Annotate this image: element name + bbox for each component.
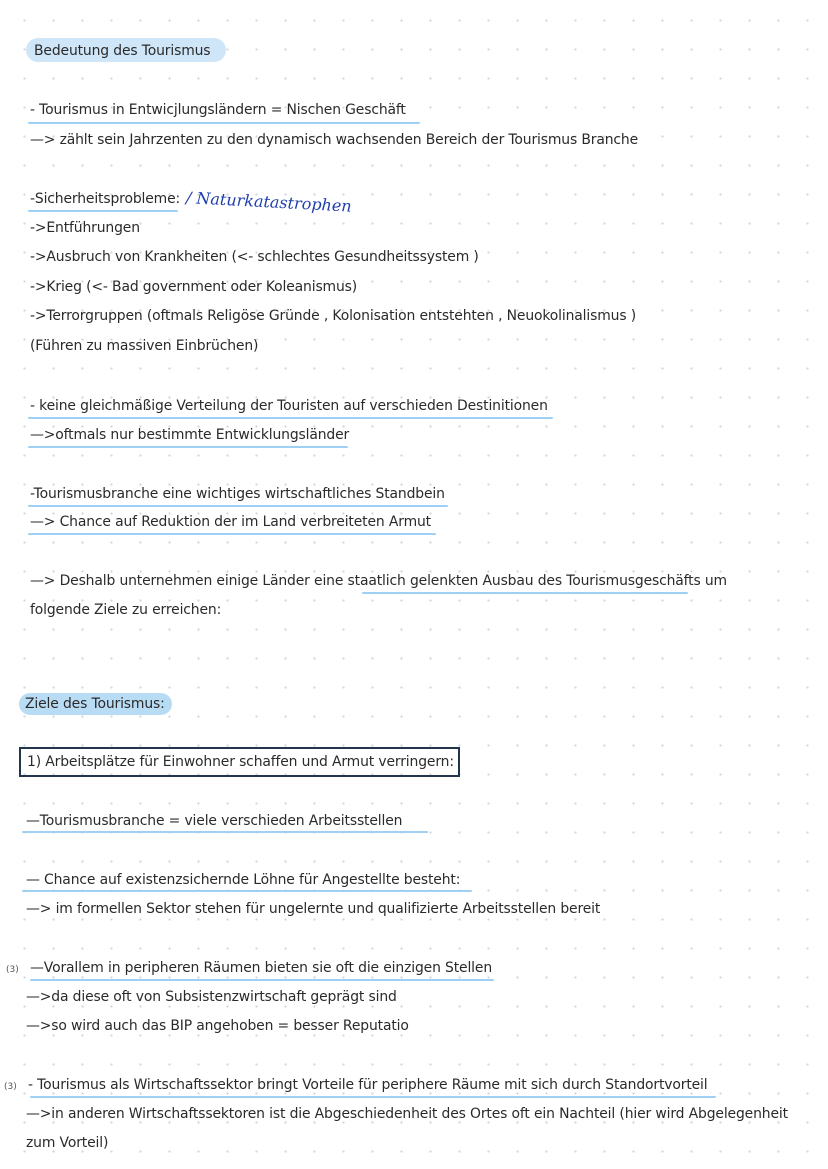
text-line: —>da diese oft von Subsistenzwirtschaft geprägt sind bbox=[26, 989, 397, 1005]
text-line: — Chance auf existenzsichernde Löhne für Angestellte besteht: bbox=[26, 872, 461, 888]
underline bbox=[30, 979, 494, 981]
underline bbox=[28, 122, 420, 124]
text-line: folgende Ziele zu erreichen: bbox=[30, 602, 222, 618]
text-line: —>in anderen Wirtschaftssektoren ist die Abgeschiedenheit des Ortes oft ein Nachteil (hier wird Abgelegenheit bbox=[26, 1106, 788, 1122]
text-line: —Vorallem in peripheren Räumen bieten sie oft die einzigen Stellen bbox=[30, 960, 493, 976]
text-line: - keine gleichmäßige Verteilung der Touristen auf verschieden Destinitionen bbox=[30, 398, 548, 414]
text-line: ->Krieg (<- Bad government oder Koleanismus) bbox=[30, 279, 358, 295]
underline bbox=[362, 592, 688, 594]
text-line: —> im formellen Sektor stehen für ungelernte und qualifizierte Arbeitsstellen bereit bbox=[26, 901, 601, 917]
text-line: -Sicherheitsprobleme: bbox=[30, 191, 181, 207]
underline bbox=[22, 831, 428, 833]
margin-mark: (3) bbox=[6, 965, 19, 975]
section-heading: Ziele des Tourismus: bbox=[25, 696, 165, 712]
underline bbox=[28, 446, 348, 448]
text-line: —Tourismusbranche = viele verschieden Arbeitsstellen bbox=[26, 813, 403, 829]
underline bbox=[30, 1096, 716, 1098]
text-line: -Tourismusbranche eine wichtiges wirtschaftliches Standbein bbox=[30, 486, 445, 502]
underline bbox=[28, 533, 436, 535]
text-line: ->Entführungen bbox=[30, 220, 140, 236]
text-line: (Führen zu massiven Einbrüchen) bbox=[30, 338, 259, 354]
text-line: zum Vorteil) bbox=[26, 1135, 109, 1151]
underline bbox=[28, 210, 178, 212]
underline bbox=[28, 505, 448, 507]
page-title: Bedeutung des Tourismus bbox=[34, 43, 211, 59]
margin-mark: (3) bbox=[4, 1082, 17, 1092]
text-line: —> zählt sein Jahrzenten zu den dynamisch wachsenden Bereich der Tourismus Branche bbox=[30, 132, 639, 148]
handwritten-note: / Naturkatastrophen bbox=[185, 188, 353, 216]
text-line: - Tourismus als Wirtschaftssektor bringt Vorteile für periphere Räume mit sich durch Standortvorteil bbox=[28, 1077, 708, 1093]
text-line: —>so wird auch das BIP angehoben = besser Reputatio bbox=[26, 1018, 409, 1034]
text-line: ->Ausbruch von Krankheiten (<- schlechtes Gesundheitssystem ) bbox=[30, 249, 479, 265]
text-line: ->Terrorgruppen (oftmals Religöse Gründe , Kolonisation entstehten , Neuokolinalismus ) bbox=[30, 308, 636, 324]
underline bbox=[28, 417, 553, 419]
text-line: —> Deshalb unternehmen einige Länder eine staatlich gelenkten Ausbau des Tourismusgeschäfts um bbox=[30, 573, 727, 589]
goal-heading: 1) Arbeitsplätze für Einwohner schaffen und Armut verringern: bbox=[27, 754, 454, 770]
text-line: - Tourismus in Entwicjlungsländern = Nischen Geschäft bbox=[30, 102, 406, 118]
text-line: —> Chance auf Reduktion der im Land verbreiteten Armut bbox=[30, 514, 431, 530]
underline bbox=[22, 890, 472, 892]
text-line: —>oftmals nur bestimmte Entwicklungsländer bbox=[30, 427, 350, 443]
